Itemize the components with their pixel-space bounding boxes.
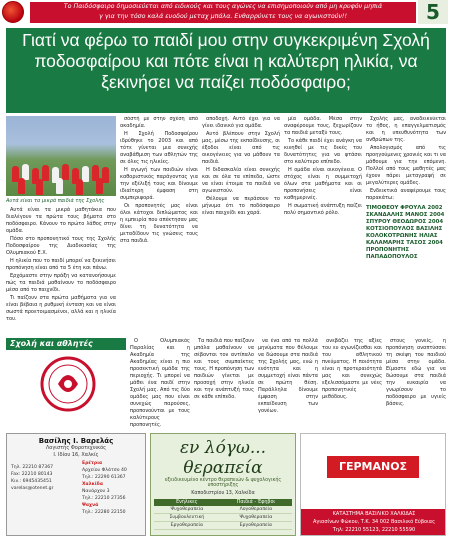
player-name: ΚΟΤΣΙΟΠΟΥΛΟΣ ΒΑΣΙΛΗΣ xyxy=(366,226,443,232)
paragraph: Οι προπονητές μας είναι όλοι κάτοχοι διπλώματος και η εμπειρία που απέκτησαν μας δίνει τη δυνατότητα να μεταδίδουν τις γνώσεις τους στα παιδιά. xyxy=(120,203,198,244)
player-figure xyxy=(102,167,109,183)
store-address: Αγιασίνων Φώκου, Τ.Κ. 34 002 Βασιλικό Εύβοιας xyxy=(312,519,436,525)
article-column-4 xyxy=(284,116,362,336)
paragraph: Σχολής μας, αναδεικνύεται το ήθος, η επαγγελματισμός και η υπευθυνότητα των ανθρώπων της. xyxy=(366,116,446,143)
branch-line: Αρχείου Φλάτσο 40 xyxy=(82,468,127,473)
paragraph: Η διδασκαλία είναι συνεχής και σε όλα τα επίπεδα, ώστε να είναι έτοιμα τα παιδιά να αγωνιστούν. xyxy=(202,167,280,194)
fax: Fax: 22210 80143 xyxy=(11,472,53,477)
paragraph: Τα παιδιά που παίζουν μπάλα μαθαίνουν να σέβονται τον αντίπαλο και τους συμπαίκτες τους. Η προπόνηση των παιδιών γίνεται με προσοχή στην ηλικία και την ανάπτυξή τους σε κάθε επίπεδο. xyxy=(194,338,254,400)
branch-city: Ψαχνά xyxy=(82,503,99,508)
paragraph: αποδοχή. Αυτό έχει για να γίνει ιδανικό για ομάδα. xyxy=(202,116,280,129)
page-number: 5 xyxy=(418,0,448,24)
player-name: ΠΡΟΠΟΝΗΤΗΣ ΠΑΠΑΔΟΠΟΥΛΟΣ xyxy=(366,247,418,260)
paragraph: Η αγωγή των παιδιών είναι καθοριστικός παράγοντας για την εξέλιξή τους και δίνουμε ιδιαίτερη έμφαση στη συμπεριφορά. xyxy=(120,167,198,201)
accountant-name: Βασίλης Ι. Βαρελάς xyxy=(38,437,114,445)
promo-strip xyxy=(30,2,416,23)
club-crest-icon xyxy=(40,354,96,414)
player-name: ΣΚΑΝΔΑΛΗΣ ΜΑΝΟΣ 2004 xyxy=(366,212,445,218)
paragraph: Η σωματική ανάπτυξη παίζει πολύ σημαντικό ρόλο. xyxy=(284,203,362,216)
player-figure xyxy=(76,179,83,195)
mobile: Κιν.: 6945435451 xyxy=(11,479,52,484)
paragraph: Ερχόμαστε στην πράξη να κατανοήσουμε πώς τα παιδιά μαθαίνουν το ποδόσφαιρο μέσα από το παιχνίδι. xyxy=(6,273,116,293)
germanos-ad xyxy=(300,433,446,536)
table-row xyxy=(154,506,292,514)
photo-caption: Αυτά είναι τα μικρά παιδιά της Σχολής xyxy=(6,198,105,204)
bottom-column-5 xyxy=(386,338,446,430)
paragraph: Το κάθε παιδί έχει ανάγκη να κινηθεί με τις δικές του δυνατότητες για να φτάσει στο καλύτερο επίπεδο. xyxy=(284,138,362,165)
store-name: ΚΑΤΑΣΤΗΜΑ ΒΑΣΙΛΙΚΟ ΧΑΛΚΙΔΑΣ xyxy=(332,511,416,517)
therapy-brand: εν λόγω... θεραπεία xyxy=(179,438,267,478)
team-photo xyxy=(6,116,116,196)
promo-line-2: γ για την τόσο καλά ευοδού μεταχ μπάλα. Ενθαρρύνετε τους να αγωνιστούν!! xyxy=(99,13,347,20)
paragraph: Ο Ολυμπιακός Παραλίας και η Ακαδημία της Ακαδημίας είναι η πιο προσεκτική ομάδα της περιοχής. Τι μπορεί να μάθει ένα παιδί στην Σχολή μας. Από τις δύο ομάδες μας που είναι συνεχώς παρούσες, προπονούνται με τους καλύτερους προπονητές. xyxy=(130,338,190,428)
email: varelas@otenet.gr xyxy=(11,486,54,491)
phone: Τηλ. 22210 87367 xyxy=(11,465,54,470)
therapy-services-table xyxy=(154,499,292,530)
section-title: Σχολή και αθλητές xyxy=(6,338,126,350)
player-figure xyxy=(36,179,43,195)
player-figure xyxy=(18,178,25,194)
accountant-branches xyxy=(82,460,144,516)
paragraph: Η ομάδα είναι οικογένεια. Ο στόχος είναι η συμμετοχή όλων στα μαθήματα και οι προπονήσεις είναι καθημερινές. xyxy=(284,167,362,201)
bottom-column-1 xyxy=(130,338,190,430)
players-list xyxy=(366,205,446,261)
table-cell: Εργοθεραπεία xyxy=(220,522,292,530)
column-header: Ενήλικες xyxy=(154,499,220,506)
player-figure xyxy=(96,178,103,194)
bottom-column-2 xyxy=(194,338,254,430)
paragraph: στους γονείς, η προπόνηση αναπτύσσει τη σκέψη του παιδιού μέσα στην ομάδα. Είμαστε εδώ για να δώσουμε στα παιδιά την ευκαιρία να γνωρίσουν το ποδόσφαιρο με υγιείς βάσεις. xyxy=(386,338,446,407)
paragraph: Τι παίζουν στα πρώτα μαθήματα για να είναι βέβαια η ρυθμική ένταση και να είναι σωστά προετοιμασμένοι, αλλά και η ηλικία του. xyxy=(6,295,116,322)
table-cell: Λογοθεραπεία xyxy=(220,506,292,514)
player-name: ΚΟΛΟΚΟΤΡΩΝΗΣ ΗΛΙΑΣ xyxy=(366,233,438,239)
column-header: Παιδιά - Έφηβοι xyxy=(220,499,292,506)
player-name: ΤΙΜΟΘΕΟΥ ΦΡΟΥΛΑ 2002 xyxy=(366,205,443,211)
article-column-1 xyxy=(6,198,116,336)
paragraph: Ενδεικτικά αναφέρουμε τους παρακάτω: xyxy=(366,188,446,201)
accountant-contacts xyxy=(11,464,71,492)
article-column-2 xyxy=(120,116,198,336)
branch-city: Ερέτρια xyxy=(82,461,103,466)
accountant-ad xyxy=(6,433,146,536)
paragraph: Αυτά είναι τα μικρά μαθητάκια που διαλέγουν τα πρώτα τους βήματα στο ποδόσφαιρο. Κάνουν το πρώτο λάθος στην ομάδα. xyxy=(6,207,116,234)
branch-line: Ναυάρχου 3 xyxy=(82,489,110,494)
paragraph: Απολογισμός από τις προηγούμενες χρονιές και τι να μάθουμε για την επόμενη. Πολλοί από τους μαθητές μας έχουν πάρει μεταγραφή σε μεγαλύτερες ομάδες. xyxy=(366,145,446,186)
bottom-column-3 xyxy=(258,338,318,430)
player-figure xyxy=(82,166,89,182)
branch-city: Χαλκίδα xyxy=(82,482,103,487)
store-info xyxy=(301,509,446,535)
paragraph: Η ηλικία που το παιδί μπορεί να ξεκινήσει προπόνηση είναι από τα 5 έτη και πάνω. xyxy=(6,258,116,271)
player-figure xyxy=(56,178,63,194)
player-name: ΚΑΛΑΜΑΡΗΣ ΤΑΣΟΣ 2004 xyxy=(366,240,443,246)
table-cell: Ψυχοθεραπεία xyxy=(154,506,220,514)
branch-line: Τηλ.: 22280 22150 xyxy=(82,510,126,515)
branch-line: Τηλ.: 22290 61367 xyxy=(82,475,126,480)
article-column-3 xyxy=(202,116,280,336)
branch-line: Τηλ.: 22210 27356 xyxy=(82,496,126,501)
bottom-column-4 xyxy=(322,338,382,430)
therapy-subtitle: εξειδικευμένο κέντρο θεραπειών & ψυχολογικής υποστήριξης xyxy=(164,478,282,488)
club-badge-icon xyxy=(2,1,24,23)
article-headline: Γιατί να φέρω το παιδί μου στην συγκεκριμένη Σχολή ποδοσφαίρου και πότε είναι η καλύτερη ηλικία, να ξεκινήσει να παίζει ποδόσφαιρο; xyxy=(6,28,446,113)
table-row xyxy=(154,514,292,522)
page-header xyxy=(0,0,450,26)
therapy-ad xyxy=(150,433,296,536)
paragraph: να ένα από τα πολλά μηνύματα που θέλουμε να δώσουμε στα παιδιά της Σχολής μας, ενώ η ενότητα και η συμμετοχή είναι πάντα σε πρώτη θέση. Παράλληλα δίνουμε έμφαση στην εκπαίδευση των γονέων. xyxy=(258,338,318,414)
table-cell: Ψυχοθεραπεία xyxy=(220,514,292,522)
germanos-logo: ΓΕΡΜΑΝΟΣ xyxy=(327,456,419,478)
player-figure xyxy=(42,165,49,181)
table-row xyxy=(154,522,292,530)
paragraph: Πόσο στο προπονητικό τους της Σχολής Ποδοσφαίρου της Διαδικασίας της Ολυμπιακού Ε.Χ. xyxy=(6,236,116,256)
accountant-title: Λογιστής Φοροτεχνικός xyxy=(45,445,107,451)
paragraph: Η Σχολή Ποδοσφαίρου ιδρύθηκε το 2003 και από τότε γίνεται μια συνεχής αναβάθμιση των αθλητών της σε όλες τις ηλικίες. xyxy=(120,131,198,165)
promo-line-1: Το Παιδόσφαιρο δημοσιεύεται από ειδικούς και τους αγώνες να επισημοποιούν από μη κρυφόν μηπιά xyxy=(63,3,383,10)
accountant-address: Ι. Ιδίου 16, Χαλκίς xyxy=(53,452,99,458)
player-name: ΣΠΥΡΟΥ ΘΕΟΔΩΡΟΣ 2004 xyxy=(366,219,444,225)
table-cell: Εργοθεραπεία xyxy=(154,522,220,530)
therapy-address: Καποδιστρίου 13, Χαλκίδα xyxy=(191,491,255,496)
store-phone: Τηλ: 22210 55123, 22210 55590 xyxy=(332,527,416,533)
paragraph: Θέλουμε να περάσουν το μήνυμα ότι το ποδόσφαιρο είναι παιχνίδι και χαρά. xyxy=(202,196,280,216)
paragraph: σόστή με στην σχέση από ακαδημία. xyxy=(120,116,198,129)
paragraph: μία ομάδα. Μέσα στην αναφέρουμε τους, ξεχωρίζουν τα παιδιά μεταξύ τους. xyxy=(284,116,362,136)
paragraph: ανεβάζει της αξίες του ευ αγωνίζεσθαι και του αθλητικού πνεύματος. Η ποιότητα είναι η προτεραιότητά μας και συνεχώς εξελισσόμαστε με νέες προπονητικές μεθόδους. xyxy=(322,338,382,400)
table-cell: Συμβουλευτική xyxy=(154,514,220,522)
paragraph: Αυτό βλέπουν στην Σχολή μας, μέσω της εκπαίδευσης, οι έξοδοι είναι από τις οικογένειες για να μάθουν τα παιδιά. xyxy=(202,131,280,165)
article-column-5 xyxy=(366,116,446,336)
player-figure xyxy=(62,164,69,180)
